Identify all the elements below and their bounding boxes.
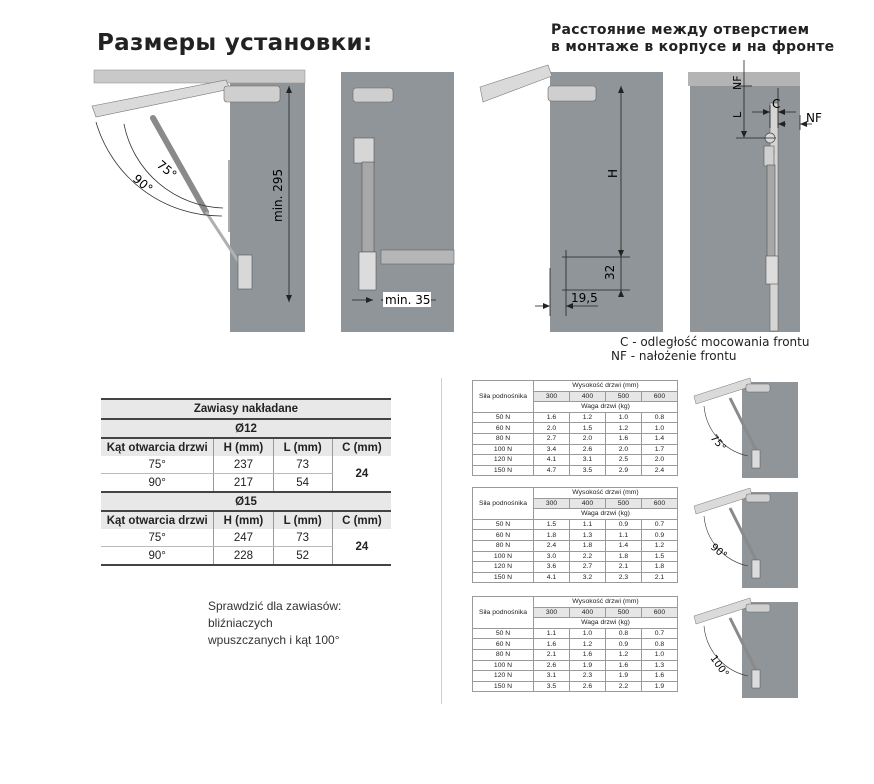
h-label: H <box>606 168 620 178</box>
min-295-label: min. 295 <box>271 168 285 222</box>
weight-cell: 1.3 <box>569 530 605 541</box>
weight-cell: 4.7 <box>534 465 570 476</box>
weight-cell: 1.9 <box>569 660 605 671</box>
weight-cell: 1.6 <box>569 649 605 660</box>
weight-cell: 2.0 <box>605 444 641 455</box>
weight-cell: 0.7 <box>641 519 677 530</box>
weight-cell: 1.1 <box>569 519 605 530</box>
angle-cell: 90° <box>101 474 214 493</box>
size-header: Ø15 <box>101 492 391 511</box>
weight-cell: 4.1 <box>534 455 570 466</box>
weight-cell: 3.5 <box>534 681 570 692</box>
weight-cell: 1.6 <box>605 433 641 444</box>
dimension-19-5-label: 19,5 <box>571 291 598 305</box>
note <box>208 598 341 649</box>
weight-cell: 1.5 <box>569 423 605 434</box>
weight-cell: 3.6 <box>534 562 570 573</box>
column-header-c: C (mm) <box>332 438 391 456</box>
weight-cell: 2.7 <box>569 562 605 573</box>
weight-cell: 1.8 <box>641 562 677 573</box>
height-header: 600 <box>641 498 677 509</box>
weight-cell: 1.2 <box>605 649 641 660</box>
weight-cell: 1.5 <box>534 519 570 530</box>
column-header-l: L (mm) <box>273 438 332 456</box>
angle-cell: 90° <box>101 547 214 566</box>
angle-cell: 75° <box>101 529 214 547</box>
door-panel <box>92 80 230 117</box>
weight-cell: 0.8 <box>641 412 677 423</box>
weight-cell: 2.0 <box>641 455 677 466</box>
weight-cell: 1.2 <box>641 540 677 551</box>
force-cell: 120 N <box>473 455 534 466</box>
height-header: 500 <box>605 498 641 509</box>
weight-cell: 1.6 <box>641 671 677 682</box>
height-header: 600 <box>641 391 677 402</box>
note-line1: Sprawdzić dla zawiasów: <box>208 599 342 613</box>
weight-cell: 1.0 <box>641 423 677 434</box>
door-panel <box>480 65 552 102</box>
weight-cell: 3.2 <box>569 572 605 583</box>
weight-cell: 1.2 <box>569 639 605 650</box>
weight-cell: 1.0 <box>605 412 641 423</box>
force-table <box>472 487 678 583</box>
strut-bracket <box>238 255 252 289</box>
force-cell: 80 N <box>473 540 534 551</box>
table-row <box>473 562 678 573</box>
angle-label: 100° <box>707 653 731 680</box>
table-row <box>473 628 678 639</box>
size-header: Ø12 <box>101 419 391 438</box>
table-row <box>101 529 391 547</box>
c-cell: 24 <box>332 529 391 565</box>
weight-cell: 2.4 <box>641 465 677 476</box>
weight-cell: 4.1 <box>534 572 570 583</box>
weight-cell: 1.0 <box>641 649 677 660</box>
l-cell: 73 <box>273 456 332 474</box>
force-cell: 80 N <box>473 433 534 444</box>
weight-cell: 1.8 <box>534 530 570 541</box>
dimension-32-label: 32 <box>603 264 617 280</box>
legend-nf: NF - nałożenie frontu <box>611 349 737 363</box>
h-cell: 247 <box>214 529 273 547</box>
weight-cell: 1.2 <box>605 423 641 434</box>
table-row <box>473 423 678 434</box>
nf-top-label: NF <box>731 75 744 90</box>
weight-cell: 1.9 <box>605 671 641 682</box>
min-35-label: min. 35 <box>385 293 431 307</box>
l-cell: 73 <box>273 529 332 547</box>
weight-cell: 2.4 <box>534 540 570 551</box>
column-header-l: L (mm) <box>273 511 332 529</box>
angle-label: 90° <box>708 541 729 562</box>
weight-cell: 2.0 <box>534 423 570 434</box>
page-title: Размеры установки: <box>97 30 373 56</box>
l-cell: 52 <box>273 547 332 566</box>
angle-90-label: 90° <box>130 171 156 196</box>
force-table <box>472 380 678 476</box>
shelf <box>381 250 454 264</box>
table-row <box>101 456 391 474</box>
weight-cell: 2.6 <box>569 681 605 692</box>
height-header: 600 <box>641 607 677 618</box>
h-cell: 217 <box>214 474 273 493</box>
nf-side-label: NF <box>806 111 822 125</box>
table-row <box>473 660 678 671</box>
weight-cell: 1.1 <box>534 628 570 639</box>
weight-cell: 2.1 <box>605 562 641 573</box>
height-header: 400 <box>569 498 605 509</box>
weight-cell: 2.3 <box>569 671 605 682</box>
note-line3: wpuszczanych i kąt 100° <box>208 633 340 647</box>
table-row <box>473 681 678 692</box>
drawing-side-view <box>688 60 822 332</box>
table-row <box>473 412 678 423</box>
weight-cell: 1.6 <box>534 412 570 423</box>
table-row <box>473 465 678 476</box>
weight-cell: 1.6 <box>534 639 570 650</box>
force-table <box>472 596 678 692</box>
legend <box>611 335 809 363</box>
weight-cell: 3.0 <box>534 551 570 562</box>
hinge <box>224 86 280 102</box>
mini-drawing <box>694 598 798 698</box>
hole-distance-heading-line1: Расстояние между отверстием <box>551 22 810 38</box>
table-row <box>473 639 678 650</box>
table-row <box>473 455 678 466</box>
mini-drawing <box>694 378 798 478</box>
weight-cell: 0.9 <box>641 530 677 541</box>
weight-cell: 1.0 <box>569 628 605 639</box>
force-cell: 50 N <box>473 412 534 423</box>
weight-cell: 0.9 <box>605 639 641 650</box>
force-cell: 150 N <box>473 572 534 583</box>
weight-cell: 2.0 <box>569 433 605 444</box>
weight-cell: 0.7 <box>641 628 677 639</box>
column-header-h: H (mm) <box>214 438 273 456</box>
door-weight-header: Waga drzwi (kg) <box>534 402 678 413</box>
column-header-force: Siła podnośnika <box>473 488 534 520</box>
weight-cell: 2.7 <box>534 433 570 444</box>
weight-cell: 1.6 <box>605 660 641 671</box>
force-cell: 50 N <box>473 628 534 639</box>
weight-cell: 1.4 <box>641 433 677 444</box>
force-cell: 120 N <box>473 671 534 682</box>
table-row <box>473 551 678 562</box>
force-cell: 150 N <box>473 465 534 476</box>
weight-cell: 0.8 <box>641 639 677 650</box>
l-cell: 54 <box>273 474 332 493</box>
column-header-angle: Kąt otwarcia drzwi <box>101 438 214 456</box>
hinge-dimensions-table <box>101 398 391 566</box>
angle-75-label: 75° <box>154 157 180 182</box>
table-title: Zawiasy nakładane <box>101 399 391 419</box>
table-row <box>473 671 678 682</box>
column-header-force: Siła podnośnika <box>473 597 534 629</box>
legend-c: C - odległość mocowania frontu <box>620 335 810 349</box>
height-header: 300 <box>534 607 570 618</box>
gas-strut <box>767 165 775 257</box>
column-header-c: C (mm) <box>332 511 391 529</box>
table-row <box>473 444 678 455</box>
angle-cell: 75° <box>101 456 214 474</box>
weight-cell: 1.2 <box>569 412 605 423</box>
force-cell: 60 N <box>473 423 534 434</box>
h-cell: 237 <box>214 456 273 474</box>
height-header: 500 <box>605 391 641 402</box>
height-header: 300 <box>534 498 570 509</box>
weight-cell: 2.2 <box>569 551 605 562</box>
weight-cell: 3.1 <box>569 455 605 466</box>
force-table-drawings <box>690 376 800 706</box>
weight-cell: 1.1 <box>605 530 641 541</box>
divider <box>441 378 442 704</box>
force-cell: 100 N <box>473 551 534 562</box>
table-row <box>473 572 678 583</box>
gas-strut <box>362 162 374 252</box>
weight-cell: 2.6 <box>569 444 605 455</box>
force-cell: 100 N <box>473 660 534 671</box>
weight-cell: 1.8 <box>569 540 605 551</box>
door-weight-header: Waga drzwi (kg) <box>534 509 678 520</box>
height-header: 500 <box>605 607 641 618</box>
weight-cell: 0.9 <box>605 519 641 530</box>
note-line2: bliźniaczych <box>208 616 273 630</box>
door-weight-header: Waga drzwi (kg) <box>534 618 678 629</box>
door-height-header: Wysokość drzwi (mm) <box>534 488 678 499</box>
weight-cell: 2.3 <box>605 572 641 583</box>
angle-label: 75° <box>707 432 728 454</box>
drawing-min-distance <box>341 72 454 332</box>
c-cell: 24 <box>332 456 391 492</box>
weight-cell: 3.1 <box>534 671 570 682</box>
weight-cell: 2.5 <box>605 455 641 466</box>
installation-drawings <box>0 0 874 340</box>
weight-cell: 2.6 <box>534 660 570 671</box>
drawing-opening-angles <box>92 70 305 332</box>
force-cell: 60 N <box>473 639 534 650</box>
force-cell: 60 N <box>473 530 534 541</box>
column-header-force: Siła podnośnika <box>473 381 534 413</box>
door-height-header: Wysokość drzwi (mm) <box>534 597 678 608</box>
column-header-angle: Kąt otwarcia drzwi <box>101 511 214 529</box>
l-label: L <box>731 111 744 118</box>
weight-cell: 1.4 <box>605 540 641 551</box>
force-cell: 150 N <box>473 681 534 692</box>
weight-cell: 0.8 <box>605 628 641 639</box>
weight-cell: 2.1 <box>641 572 677 583</box>
weight-cell: 1.9 <box>641 681 677 692</box>
weight-cell: 1.7 <box>641 444 677 455</box>
table-row <box>473 519 678 530</box>
force-cell: 50 N <box>473 519 534 530</box>
force-cell: 80 N <box>473 649 534 660</box>
weight-cell: 1.8 <box>605 551 641 562</box>
force-cell: 100 N <box>473 444 534 455</box>
weight-cell: 3.5 <box>569 465 605 476</box>
table-row <box>473 530 678 541</box>
table-row <box>473 433 678 444</box>
table-row <box>473 649 678 660</box>
door-height-header: Wysokość drzwi (mm) <box>534 381 678 392</box>
weight-cell: 1.5 <box>641 551 677 562</box>
hole-distance-heading-line2: в монтаже в корпусе и на фронте <box>551 39 835 55</box>
weight-cell: 3.4 <box>534 444 570 455</box>
height-header: 300 <box>534 391 570 402</box>
height-header: 400 <box>569 391 605 402</box>
weight-cell: 2.2 <box>605 681 641 692</box>
height-header: 400 <box>569 607 605 618</box>
weight-cell: 1.3 <box>641 660 677 671</box>
mini-drawing <box>694 488 798 588</box>
column-header-h: H (mm) <box>214 511 273 529</box>
drawing-mounting-dimensions <box>480 65 663 332</box>
force-cell: 120 N <box>473 562 534 573</box>
weight-cell: 2.1 <box>534 649 570 660</box>
table-row <box>473 540 678 551</box>
weight-cell: 2.9 <box>605 465 641 476</box>
h-cell: 228 <box>214 547 273 566</box>
c-label: C <box>772 97 781 111</box>
